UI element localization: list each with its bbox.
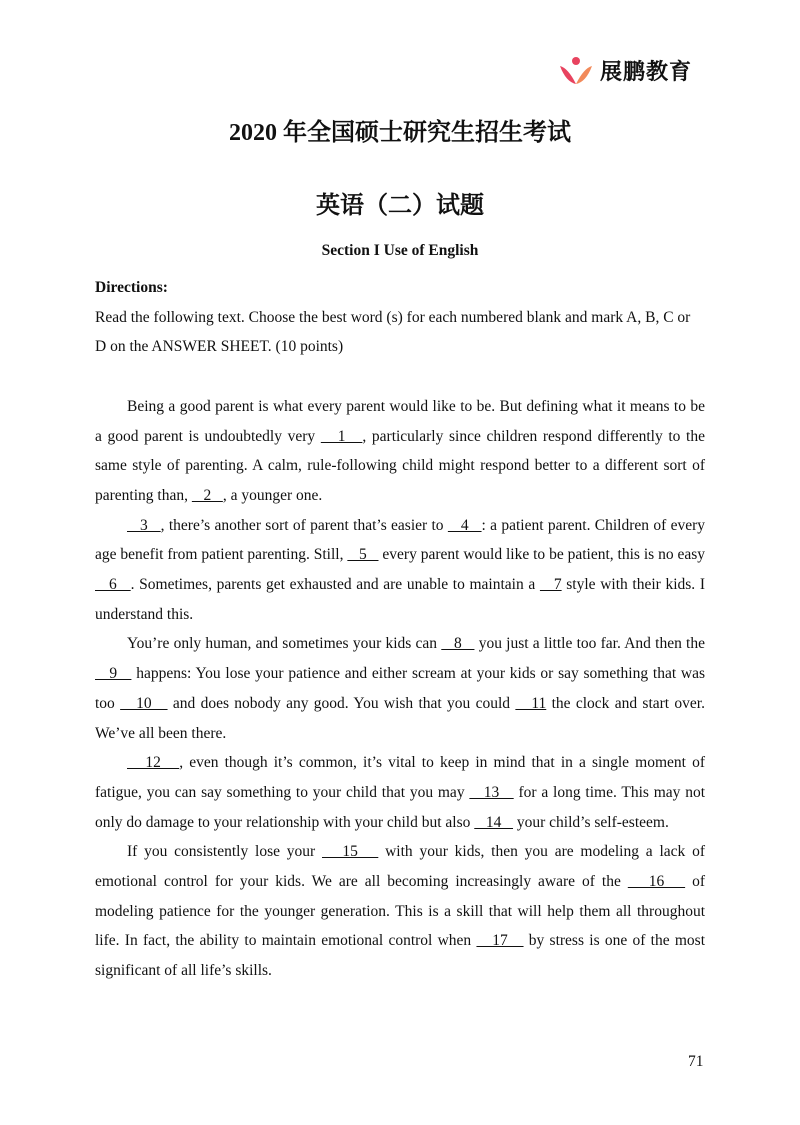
passage-text: . Sometimes, parents get exhausted and are unable to maintain a (130, 576, 540, 594)
passage-text: your child’s self-esteem. (513, 813, 669, 831)
passage-paragraph (95, 837, 705, 986)
numbered-blank: 14 (474, 813, 514, 831)
passage-text: You’re only human, and sometimes your kids can (127, 635, 442, 653)
passage-text: the clock and start over. We’ve all been there. (95, 694, 705, 742)
numbered-blank: 1 (320, 427, 363, 445)
passage-text: : a patient parent. Children of every age benefit from patient parenting. Still, (95, 516, 706, 564)
document-body (95, 273, 705, 986)
logo-text: 展鹏教育 (600, 60, 693, 85)
passage-paragraph (95, 629, 705, 748)
section-heading: Section I Use of English (321, 242, 479, 259)
numbered-blank: 12 (127, 754, 180, 772)
passage-text: you just a little too far. And then the (474, 635, 705, 653)
exam-subtitle: 英语（二）试题 (316, 193, 484, 219)
logo-mark-icon (558, 56, 594, 86)
logo (558, 55, 692, 86)
directions-heading: Directions: (95, 279, 168, 296)
passage-paragraph (95, 748, 705, 837)
passage-text: every parent would like to be patient, this is no easy (378, 546, 706, 564)
numbered-blank: 15 (322, 843, 379, 861)
passage-text: and does nobody any good. You wish that you could (167, 694, 516, 712)
numbered-blank: 2 (191, 486, 223, 504)
passage-text: for a long time. This may not only do damage to your relationship with your child but also (95, 783, 705, 831)
passage-paragraph (95, 511, 705, 630)
passage-paragraph (95, 392, 705, 511)
numbered-blank: 4 (447, 516, 482, 534)
passage-text: , even though it’s common, it’s vital to keep in mind that in a single moment of fatigue, you can say something to your child that you may (95, 754, 705, 801)
passage-text: happens: You lose your patience and either scream at your kids or say something that was too (95, 665, 706, 712)
numbered-blank: 11 (515, 694, 547, 712)
numbered-blank: 10 (120, 694, 168, 712)
passage-text: style with their kids. I understand this. (95, 576, 705, 623)
numbered-blank: 17 (476, 932, 524, 950)
numbered-blank: 5 (347, 546, 379, 564)
directions-text: Read the following text. Choose the best word (s) for each numbered blank and mark A, B, C or D on the ANSWER SHEET. (10 points) (95, 308, 691, 356)
passage-text: If you consistently lose your (127, 843, 322, 861)
exam-title: 2020 年全国硕士研究生招生考试 (229, 120, 571, 146)
page-number: 71 (688, 1053, 704, 1070)
passage-text: , particularly since children respond differently to the same style of parenting. A calm, rule-following child might respond better to a different sort of parenting than, (95, 427, 705, 504)
passage-text: with your kids, then you are modeling a lack of emotional control for your kids. We are all becoming increasingly aware of the (95, 843, 705, 891)
numbered-blank: 9 (95, 665, 132, 683)
numbered-blank: 7 (539, 576, 562, 594)
passage-text: Being a good parent is what every parent would like to be. But defining what it means to be a good parent is undoubtedly very (95, 397, 705, 445)
passage-text: , there’s another sort of parent that’s easier to (160, 516, 448, 534)
numbered-blank: 3 (127, 516, 161, 534)
numbered-blank: 6 (95, 576, 131, 594)
numbered-blank: 8 (441, 635, 475, 653)
passage (95, 392, 705, 986)
numbered-blank: 13 (469, 783, 514, 801)
passage-text: by stress is one of the most significant of all life’s skills. (95, 932, 706, 980)
numbered-blank: 16 (627, 873, 686, 891)
passage-text: of modeling patience for the younger generation. This is a skill that will help them all throughout life. In fact, the ability to maintain emotional control when (95, 873, 705, 950)
passage-text: , a younger one. (222, 486, 323, 504)
